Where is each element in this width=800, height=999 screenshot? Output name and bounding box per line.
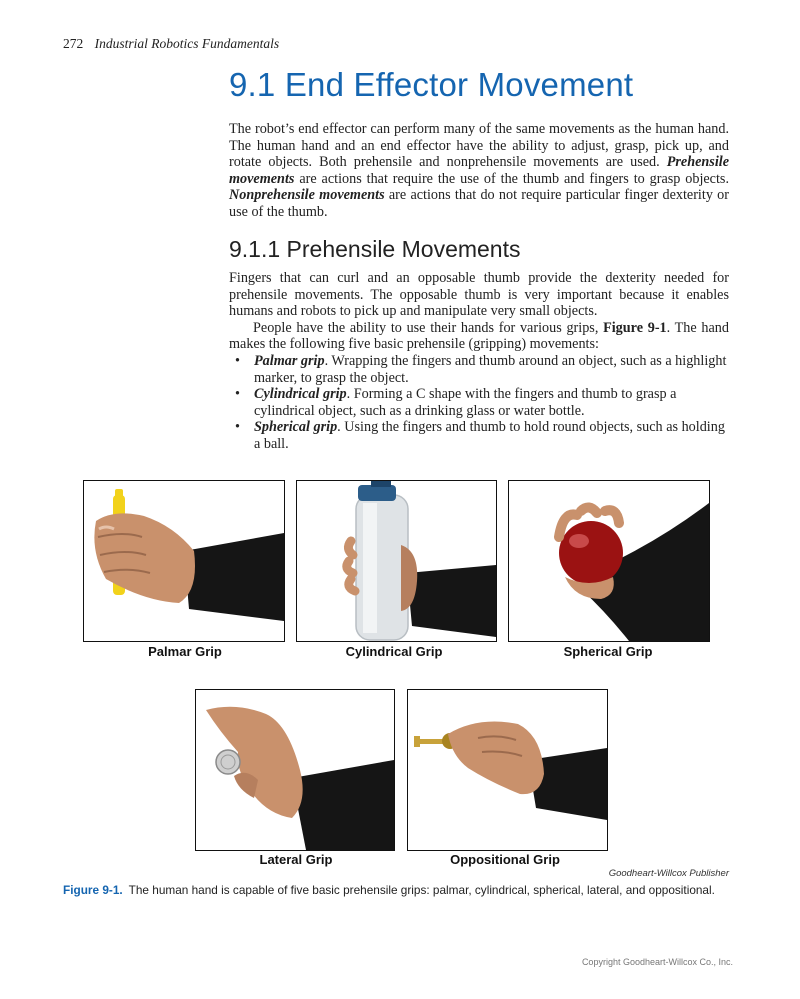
oppositional-grip-photo xyxy=(407,689,608,851)
image-credit: Goodheart-Willcox Publisher xyxy=(608,868,729,879)
lateral-grip-photo xyxy=(195,689,395,851)
page-number: 272 xyxy=(63,36,84,51)
intro-text-2: are actions that require the use of the thumb and fingers to grasp objects. xyxy=(294,170,729,187)
grip-term: Palmar grip xyxy=(254,352,325,369)
paragraph-1: Fingers that can curl and an opposable thumb provide the dexterity needed for prehensile movements. The opposable thumb is very important because it enables humans and robots to pick up and manipulate very small objects. xyxy=(229,270,729,320)
copyright-notice: Copyright Goodheart-Willcox Co., Inc. xyxy=(581,957,733,967)
grip-list xyxy=(229,353,729,453)
spherical-grip-photo xyxy=(508,480,710,642)
figure-caption-text: The human hand is capable of five basic prehensile grips: palmar, cylindrical, spherical, lateral, and oppositional. xyxy=(128,883,715,897)
figure-caption xyxy=(63,883,743,897)
section-title: 9.1 End Effector Movement xyxy=(229,66,634,103)
running-head xyxy=(63,36,279,52)
list-item xyxy=(229,386,729,419)
lateral-grip-caption: Lateral Grip xyxy=(259,852,333,867)
intro-paragraph xyxy=(229,121,729,221)
paragraph-2-text-a: People have the ability to use their hands for various grips, xyxy=(253,319,604,336)
cylindrical-grip-photo xyxy=(296,480,497,642)
intro-text-3: are actions that do not require particular finger dexterity or use of the thumb. xyxy=(229,187,729,220)
spherical-grip-caption: Spherical Grip xyxy=(563,644,653,659)
paragraph-2 xyxy=(229,320,729,353)
term-nonprehensile: Nonprehensile movements xyxy=(229,187,385,204)
oppositional-grip-caption: Oppositional Grip xyxy=(450,852,560,867)
grip-description: . Forming a C shape with the fingers and thumb to grasp a cylindrical object, such as a drinking glass or water bottle. xyxy=(254,386,677,419)
subsection-title: 9.1.1 Prehensile Movements xyxy=(229,236,521,262)
grip-description: . Using the fingers and thumb to hold round objects, such as holding a ball. xyxy=(254,419,725,452)
grip-term: Spherical grip xyxy=(254,419,338,436)
term-prehensile: Prehensile movements xyxy=(229,154,729,187)
palmar-grip-photo xyxy=(83,480,285,642)
subsection-body xyxy=(229,270,729,453)
list-item xyxy=(229,353,729,386)
paragraph-2-text-b: . The hand makes the following five basic prehensile (gripping) movements: xyxy=(229,319,729,353)
grip-description: . Wrapping the fingers and thumb around an object, such as a highlight marker, to grasp the object. xyxy=(254,352,727,386)
intro-text-1: The robot’s end effector can perform many of the same movements as the human hand. The human hand and an end effector have the ability to adjust, grasp, pick up, and rotate objects. Both prehensile and nonprehensile movements are used. xyxy=(229,121,729,171)
bullet-icon: • xyxy=(235,419,240,436)
bullet-icon: • xyxy=(235,386,240,403)
figure-label: Figure 9-1. xyxy=(63,883,123,897)
book-title: Industrial Robotics Fundamentals xyxy=(94,36,280,51)
figure-reference: Figure 9-1 xyxy=(603,319,667,336)
cylindrical-grip-caption: Cylindrical Grip xyxy=(345,644,443,659)
grip-term: Cylindrical grip xyxy=(254,386,347,403)
bullet-icon: • xyxy=(235,352,240,369)
palmar-grip-caption: Palmar Grip xyxy=(148,644,222,659)
list-item xyxy=(229,419,729,452)
